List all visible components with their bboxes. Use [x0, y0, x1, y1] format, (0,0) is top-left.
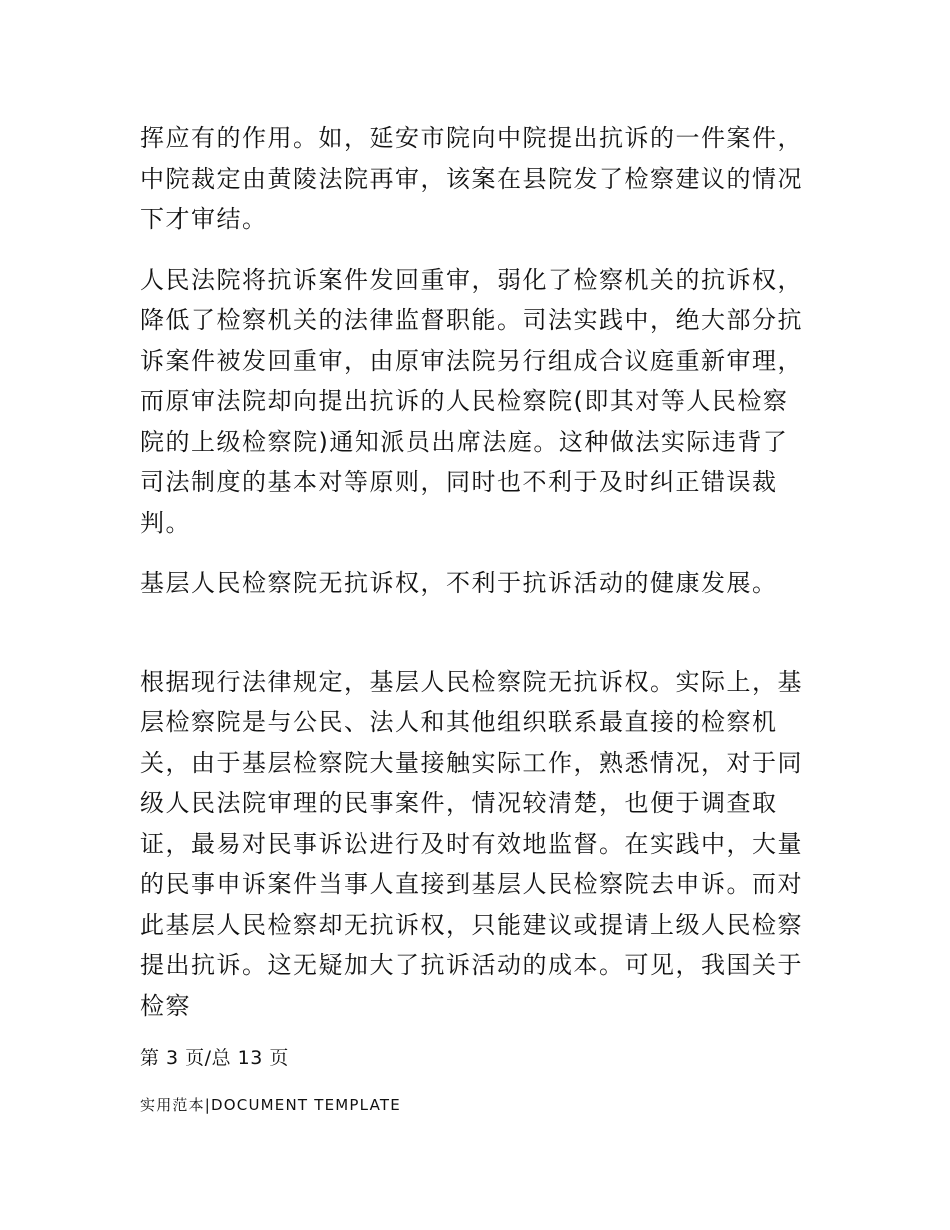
paragraph-1: 挥应有的作用。如，延安市院向中院提出抗诉的一件案件，中院裁定由黄陵法院再审，该案在县院发了检察建议的情况下才审结。 [140, 124, 803, 233]
page-number: 第 3 页/总 13 页 [140, 1047, 289, 1069]
paragraph-2: 人民法院将抗诉案件发回重审，弱化了检察机关的抗诉权，降低了检察机关的法律监督职能。司法实践中，绝大部分抗诉案件被发回重审，由原审法院另行组成合议庭重新审理，而原审法院却向提出抗诉的人民检察院(即其对等人民检察院的上级检察院)通知派员出席法庭。这种做法实际违背了司法制度的基本对等原则，同时也不利于及时纠正错误裁判。 [140, 265, 803, 537]
paragraph-3: 基层人民检察院无抗诉权，不利于抗诉活动的健康发展。 [140, 569, 778, 597]
paragraph-4: 根据现行法律规定，基层人民检察院无抗诉权。实际上，基层检察院是与公民、法人和其他组织联系最直接的检察机关，由于基层检察院大量接触实际工作，熟悉情况，对于同级人民法院审理的民事案件，情况较清楚，也便于调查取证，最易对民事诉讼进行及时有效地监督。在实践中，大量的民事申诉案件当事人直接到基层人民检察院去申诉。而对此基层人民检察却无抗诉权，只能建议或提请上级人民检察提出抗诉。这无疑加大了抗诉活动的成本。可见，我国关于检察 [140, 667, 803, 1020]
template-label: 实用范本|DOCUMENT TEMPLATE [140, 1096, 401, 1114]
document-body [140, 118, 812, 1026]
